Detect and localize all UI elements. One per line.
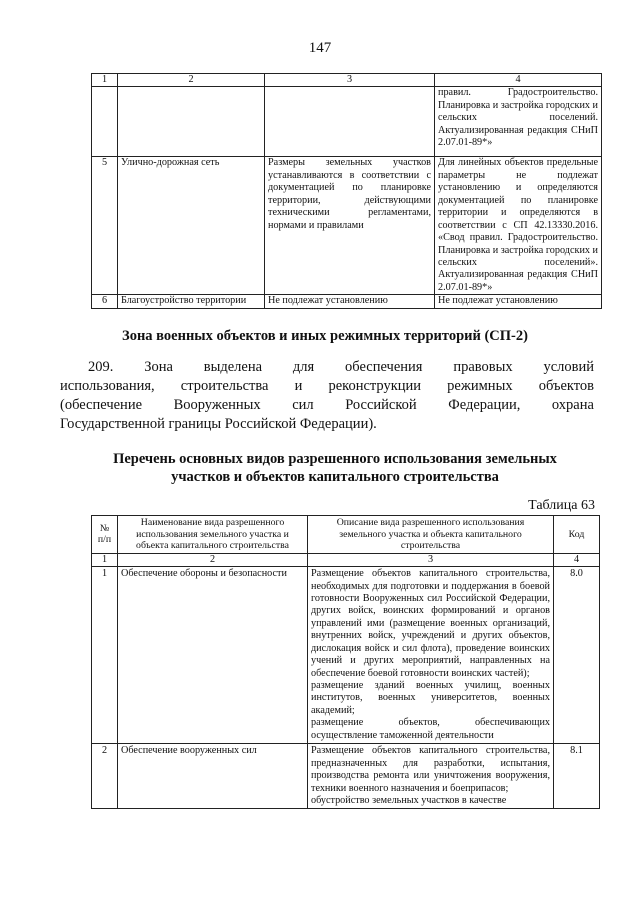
row-number: 5 xyxy=(92,157,118,295)
list-heading xyxy=(60,450,610,486)
col-number: 4 xyxy=(554,553,600,566)
row-name: Обеспечение обороны и безопасности xyxy=(118,567,308,744)
row-number: 1 xyxy=(92,567,118,744)
zone-heading: Зона военных объектов и иных режимных территорий (СП-2) xyxy=(122,328,528,344)
table-caption: Таблица 63 xyxy=(528,498,595,513)
row-description xyxy=(265,87,435,157)
paragraph-line xyxy=(60,396,594,415)
header-name: Наименование вида разрешенного использования земельного участка и объекта капитального строительства xyxy=(118,516,308,554)
col-number: 1 xyxy=(92,553,118,566)
row-description: Не подлежат установлению xyxy=(265,295,435,308)
word: сил xyxy=(292,397,314,413)
table-row xyxy=(92,87,602,157)
word: использования, xyxy=(60,378,155,394)
word: Вооруженных xyxy=(173,397,261,413)
col-number: 2 xyxy=(118,74,265,87)
word: обеспечения xyxy=(345,359,423,375)
col-number: 2 xyxy=(118,553,308,566)
land-use-parameters-table xyxy=(91,73,602,309)
list-heading-line: участков и объектов капитального строительства xyxy=(171,469,499,485)
list-heading-line: Перечень основных видов разрешенного использования земельных xyxy=(113,451,557,467)
row-name: Благоустройство территории xyxy=(118,295,265,308)
word: выделена xyxy=(203,359,263,375)
table-row xyxy=(92,295,602,308)
paragraph-209 xyxy=(60,358,594,434)
permitted-use-table xyxy=(91,515,600,809)
table-header-row xyxy=(92,516,600,554)
paragraph-line: Государственной границы Российской Федерации). xyxy=(60,416,377,432)
col-number: 3 xyxy=(265,74,435,87)
word: строительства xyxy=(180,378,269,394)
header-number: № п/п xyxy=(92,516,118,554)
table-row xyxy=(92,744,600,809)
word: правовых xyxy=(453,359,513,375)
word: охрана xyxy=(551,397,594,413)
word: (обеспечение xyxy=(60,397,143,413)
col-number: 4 xyxy=(435,74,602,87)
row-note: Не подлежат установлению xyxy=(435,295,602,308)
col-number: 3 xyxy=(308,553,554,566)
page-number: 147 xyxy=(308,40,332,56)
column-numbers-row xyxy=(92,553,600,566)
row-name xyxy=(118,87,265,157)
table-row xyxy=(92,157,602,295)
row-description: Размеры земельных участков устанавливаются в соответствии с документацией по планировке территории, действующими техническими регламентами, нормами и правилами xyxy=(265,157,435,295)
row-name: Обеспечение вооруженных сил xyxy=(118,744,308,809)
row-note: Для линейных объектов предельные параметры не подлежат установлению и определяются документацией по планировке территории и определяются в соответствии с СП 42.13330.2016. «Свод правил. Градостроительство. Планировка и застройка городских и сельских поселений». Актуализированная редакция СНиП 2.07.01-89*» xyxy=(435,157,602,295)
header-code: Код xyxy=(554,516,600,554)
col-number: 1 xyxy=(92,74,118,87)
column-numbers-row xyxy=(92,74,602,87)
row-note: правил. Градостроительство. Планировка и застройка городских и сельских поселений. Актуализированная редакция СНиП 2.07.01-89*» xyxy=(435,87,602,157)
paragraph-line xyxy=(88,358,594,377)
row-number xyxy=(92,87,118,157)
row-code: 8.1 xyxy=(554,744,600,809)
word: и xyxy=(294,378,303,394)
word: Федерации, xyxy=(448,397,521,413)
word: для xyxy=(292,359,315,375)
word: условий xyxy=(543,359,594,375)
row-code: 8.0 xyxy=(554,567,600,744)
word: реконструкции xyxy=(328,378,422,394)
row-number: 2 xyxy=(92,744,118,809)
row-description: Размещение объектов капитального строительства, предназначенных для разработки, испытания, производства ремонта или уничтожения вооружения, техники военного назначения и боеприпасов; обустройство земельных участков в качестве xyxy=(308,744,554,809)
row-name: Улично-дорожная сеть xyxy=(118,157,265,295)
word: 209. xyxy=(88,359,114,375)
paragraph-line xyxy=(60,377,594,396)
word: режимных xyxy=(447,378,513,394)
word: Зона xyxy=(144,359,173,375)
word: Российской xyxy=(345,397,417,413)
table-row xyxy=(92,567,600,744)
header-description: Описание вида разрешенного использования земельного участка и объекта капитального строительства xyxy=(308,516,554,554)
row-description: Размещение объектов капитального строительства, необходимых для подготовки и поддержания в боевой готовности Вооруженных сил Российской Федерации, других войск, воинских формирований и органов управлений ими (размещение военных организаций, внутренних войск, учреждений и других объектов, дислокация войск и сил флота), проведение воинских учений и других мероприятий, направленных на обеспечение боевой готовности воинских частей); размещение зданий военных училищ, военных институтов, военных университетов, военных академий; размещение объектов, обеспечивающих осуществление таможенной деятельности xyxy=(308,567,554,744)
row-number: 6 xyxy=(92,295,118,308)
word: объектов xyxy=(538,378,594,394)
